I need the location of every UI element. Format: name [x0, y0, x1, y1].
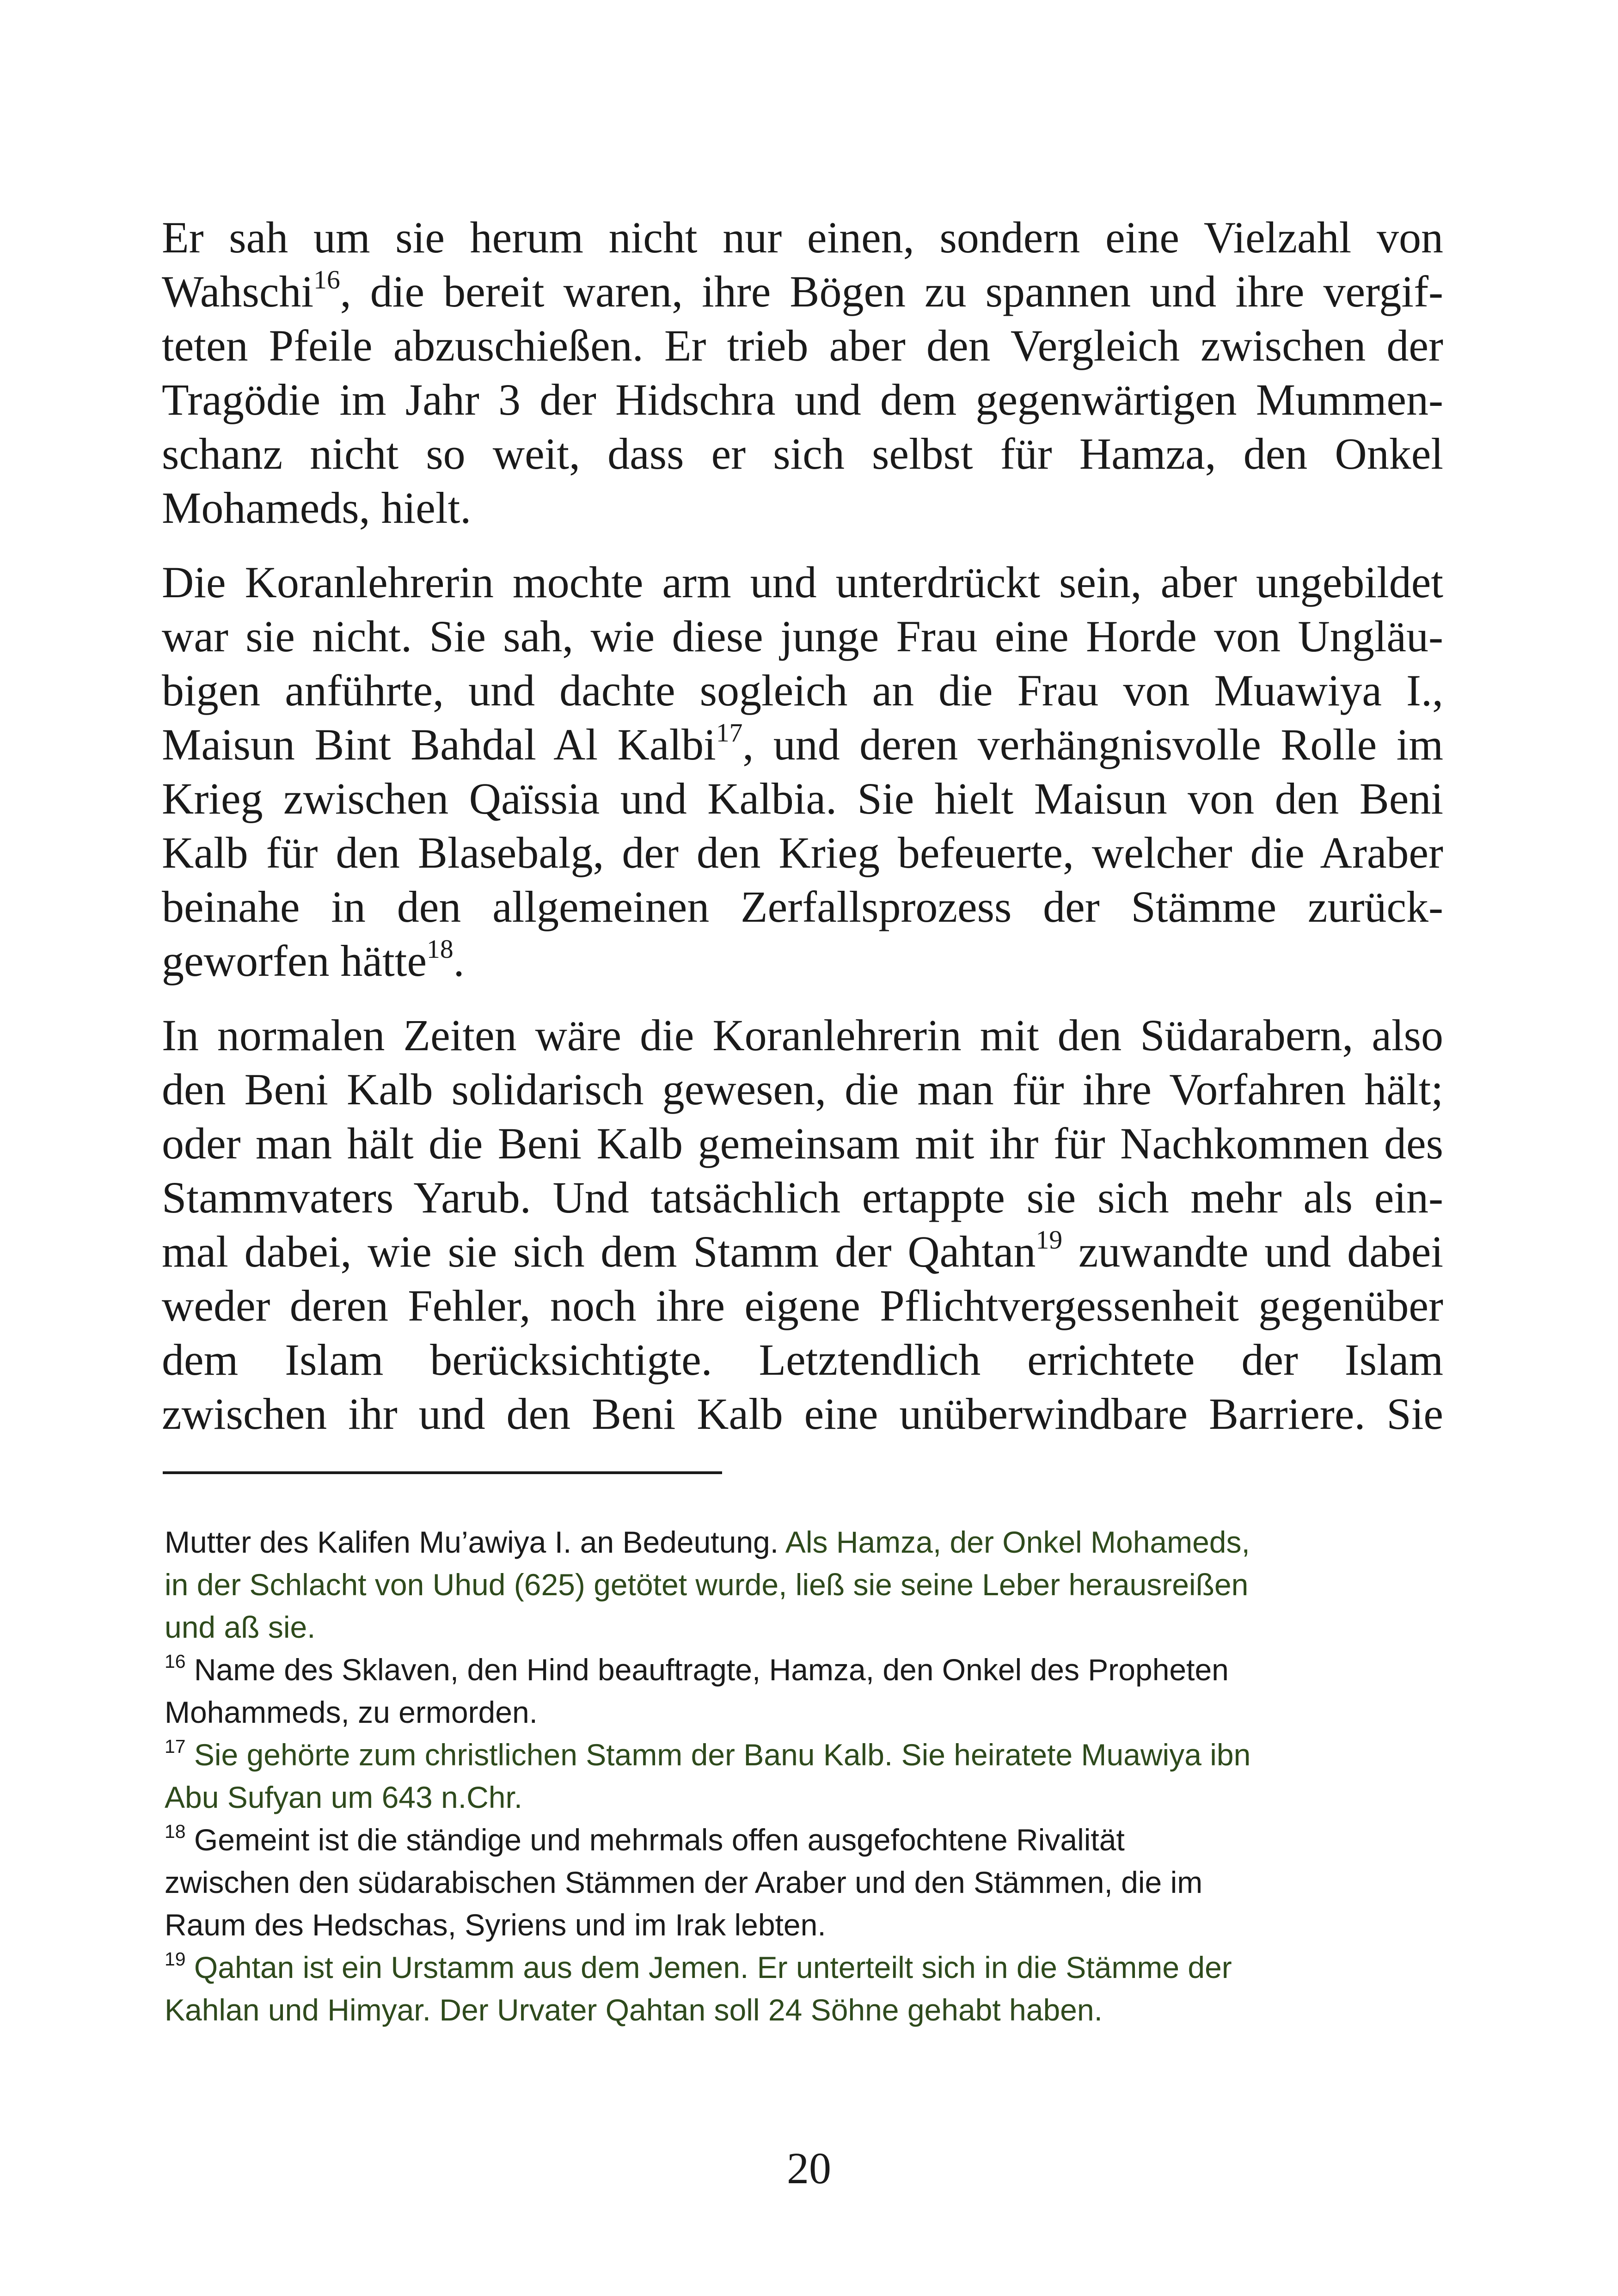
footnote-line: in der Schlacht von Uhud (625) getötet wurde, ließ sie seine Leber herausreißen	[165, 1567, 1249, 1602]
footnote-number: 16	[165, 1650, 186, 1672]
text-line: Mohameds, hielt.	[162, 483, 472, 533]
text-line: Kalb für den Blasebalg, der den Krieg befeuerte, welcher die Araber	[162, 828, 1443, 877]
text-line: war sie nicht. Sie sah, wie diese junge Frau eine Horde von Ungläu-	[162, 612, 1443, 661]
footnote-line: $^{17}$ Sie gehörte zum christlichen Stamm der Banu Kalb. Sie heiratete Muawiya ibn	[165, 1735, 1251, 1772]
footnote	[165, 1521, 1450, 1648]
text-line: schanz nicht so weit, dass er sich selbst für Hamza, den Onkel	[162, 429, 1443, 478]
footnote-marker: 16	[313, 265, 340, 295]
text-line: Er sah um sie herum nicht nur einen, sondern eine Vielzahl von	[162, 213, 1443, 262]
text-line: geworfen hätte$^{18}$.	[162, 935, 465, 986]
page-number: 20	[787, 2143, 831, 2193]
paragraph	[162, 210, 1443, 535]
text-line: teten Pfeile abzuschießen. Er trieb aber den Vergleich zwischen der	[162, 321, 1443, 370]
footnote-number: 17	[165, 1735, 186, 1757]
text-line: Wahschi$^{16}$, die bereit waren, ihre Bögen zu spannen und ihre vergif-	[162, 265, 1443, 316]
footnote-line: zwischen den südarabischen Stämmen der Araber und den Stämmen, die im	[165, 1865, 1203, 1899]
footnote-marker: 18	[427, 935, 454, 964]
footnote-marker: 17	[716, 718, 743, 748]
footnotes	[165, 1521, 1450, 2031]
text-line: Tragödie im Jahr 3 der Hidschra und dem gegenwärtigen Mummen-	[162, 375, 1443, 424]
footnote-number: 19	[165, 1948, 186, 1970]
footnote-line: $^{18}$ Gemeint ist die ständige und mehrmals offen ausgefochtene Rivalität	[165, 1820, 1125, 1857]
text-line: Stammvaters Yarub. Und tatsächlich ertappte sie sich mehr als ein-	[162, 1173, 1443, 1222]
text-line: Die Koranlehrerin mochte arm und unterdrückt sein, aber ungebildet	[162, 557, 1443, 607]
footnote-line: Abu Sufyan um 643 n.Chr.	[165, 1780, 523, 1814]
text-line: In normalen Zeiten wäre die Koranlehrerin mit den Südarabern, also	[162, 1010, 1443, 1060]
paragraph	[162, 555, 1443, 988]
footnote-number: 18	[165, 1820, 186, 1842]
footnote-line: Mutter des Kalifen Mu’awiya I. an Bedeutung. Als Hamza, der Onkel Mohameds,	[165, 1525, 1250, 1559]
footnote	[165, 1946, 1450, 2031]
footnote-line: $^{19}$ Qahtan ist ein Urstamm aus dem Jemen. Er unterteilt sich in die Stämme der	[165, 1948, 1232, 1984]
paragraph	[162, 1008, 1443, 1441]
text-line: Maisun Bint Bahdal Al Kalbi$^{17}$, und deren verhängnisvolle Rolle im	[162, 718, 1444, 769]
text-line: beinahe in den allgemeinen Zerfallsprozess der Stämme zurück-	[162, 882, 1443, 931]
body-text	[162, 210, 1443, 1461]
footnote	[165, 1733, 1450, 1818]
text-line: Krieg zwischen Qaïssia und Kalbia. Sie hielt Maisun von den Beni	[162, 774, 1443, 823]
footnote-line: Raum des Hedschas, Syriens und im Irak lebten.	[165, 1908, 826, 1942]
footnote-line: Kahlan und Himyar. Der Urvater Qahtan soll 24 Söhne gehabt haben.	[165, 1993, 1103, 2027]
text-line: den Beni Kalb solidarisch gewesen, die man für ihre Vorfahren hält;	[162, 1065, 1443, 1114]
text-line: bigen anführte, und dachte sogleich an die Frau von Muawiya I.,	[162, 666, 1443, 715]
text-line: oder man hält die Beni Kalb gemeinsam mit ihr für Nachkommen des	[162, 1119, 1443, 1168]
footnote-line: und aß sie.	[165, 1610, 316, 1644]
footnote-line: $^{16}$ Name des Sklaven, den Hind beauftragte, Hamza, den Onkel des Propheten	[165, 1650, 1229, 1687]
text-line: mal dabei, wie sie sich dem Stamm der Qahtan$^{19}$ zuwandte und dabei	[162, 1225, 1444, 1276]
text-line: dem Islam berücksichtigte. Letztendlich errichtete der Islam	[162, 1335, 1443, 1384]
footnote-line: Mohammeds, zu ermorden.	[165, 1695, 538, 1729]
text-line: weder deren Fehler, noch ihre eigene Pflichtvergessenheit gegenüber	[162, 1281, 1443, 1330]
footnote	[165, 1818, 1450, 1946]
footnote	[165, 1648, 1450, 1733]
footnote-separator	[163, 1471, 722, 1474]
footnote-marker: 19	[1036, 1225, 1063, 1255]
text-line: zwischen ihr und den Beni Kalb eine unüberwindbare Barriere. Sie	[162, 1389, 1443, 1439]
